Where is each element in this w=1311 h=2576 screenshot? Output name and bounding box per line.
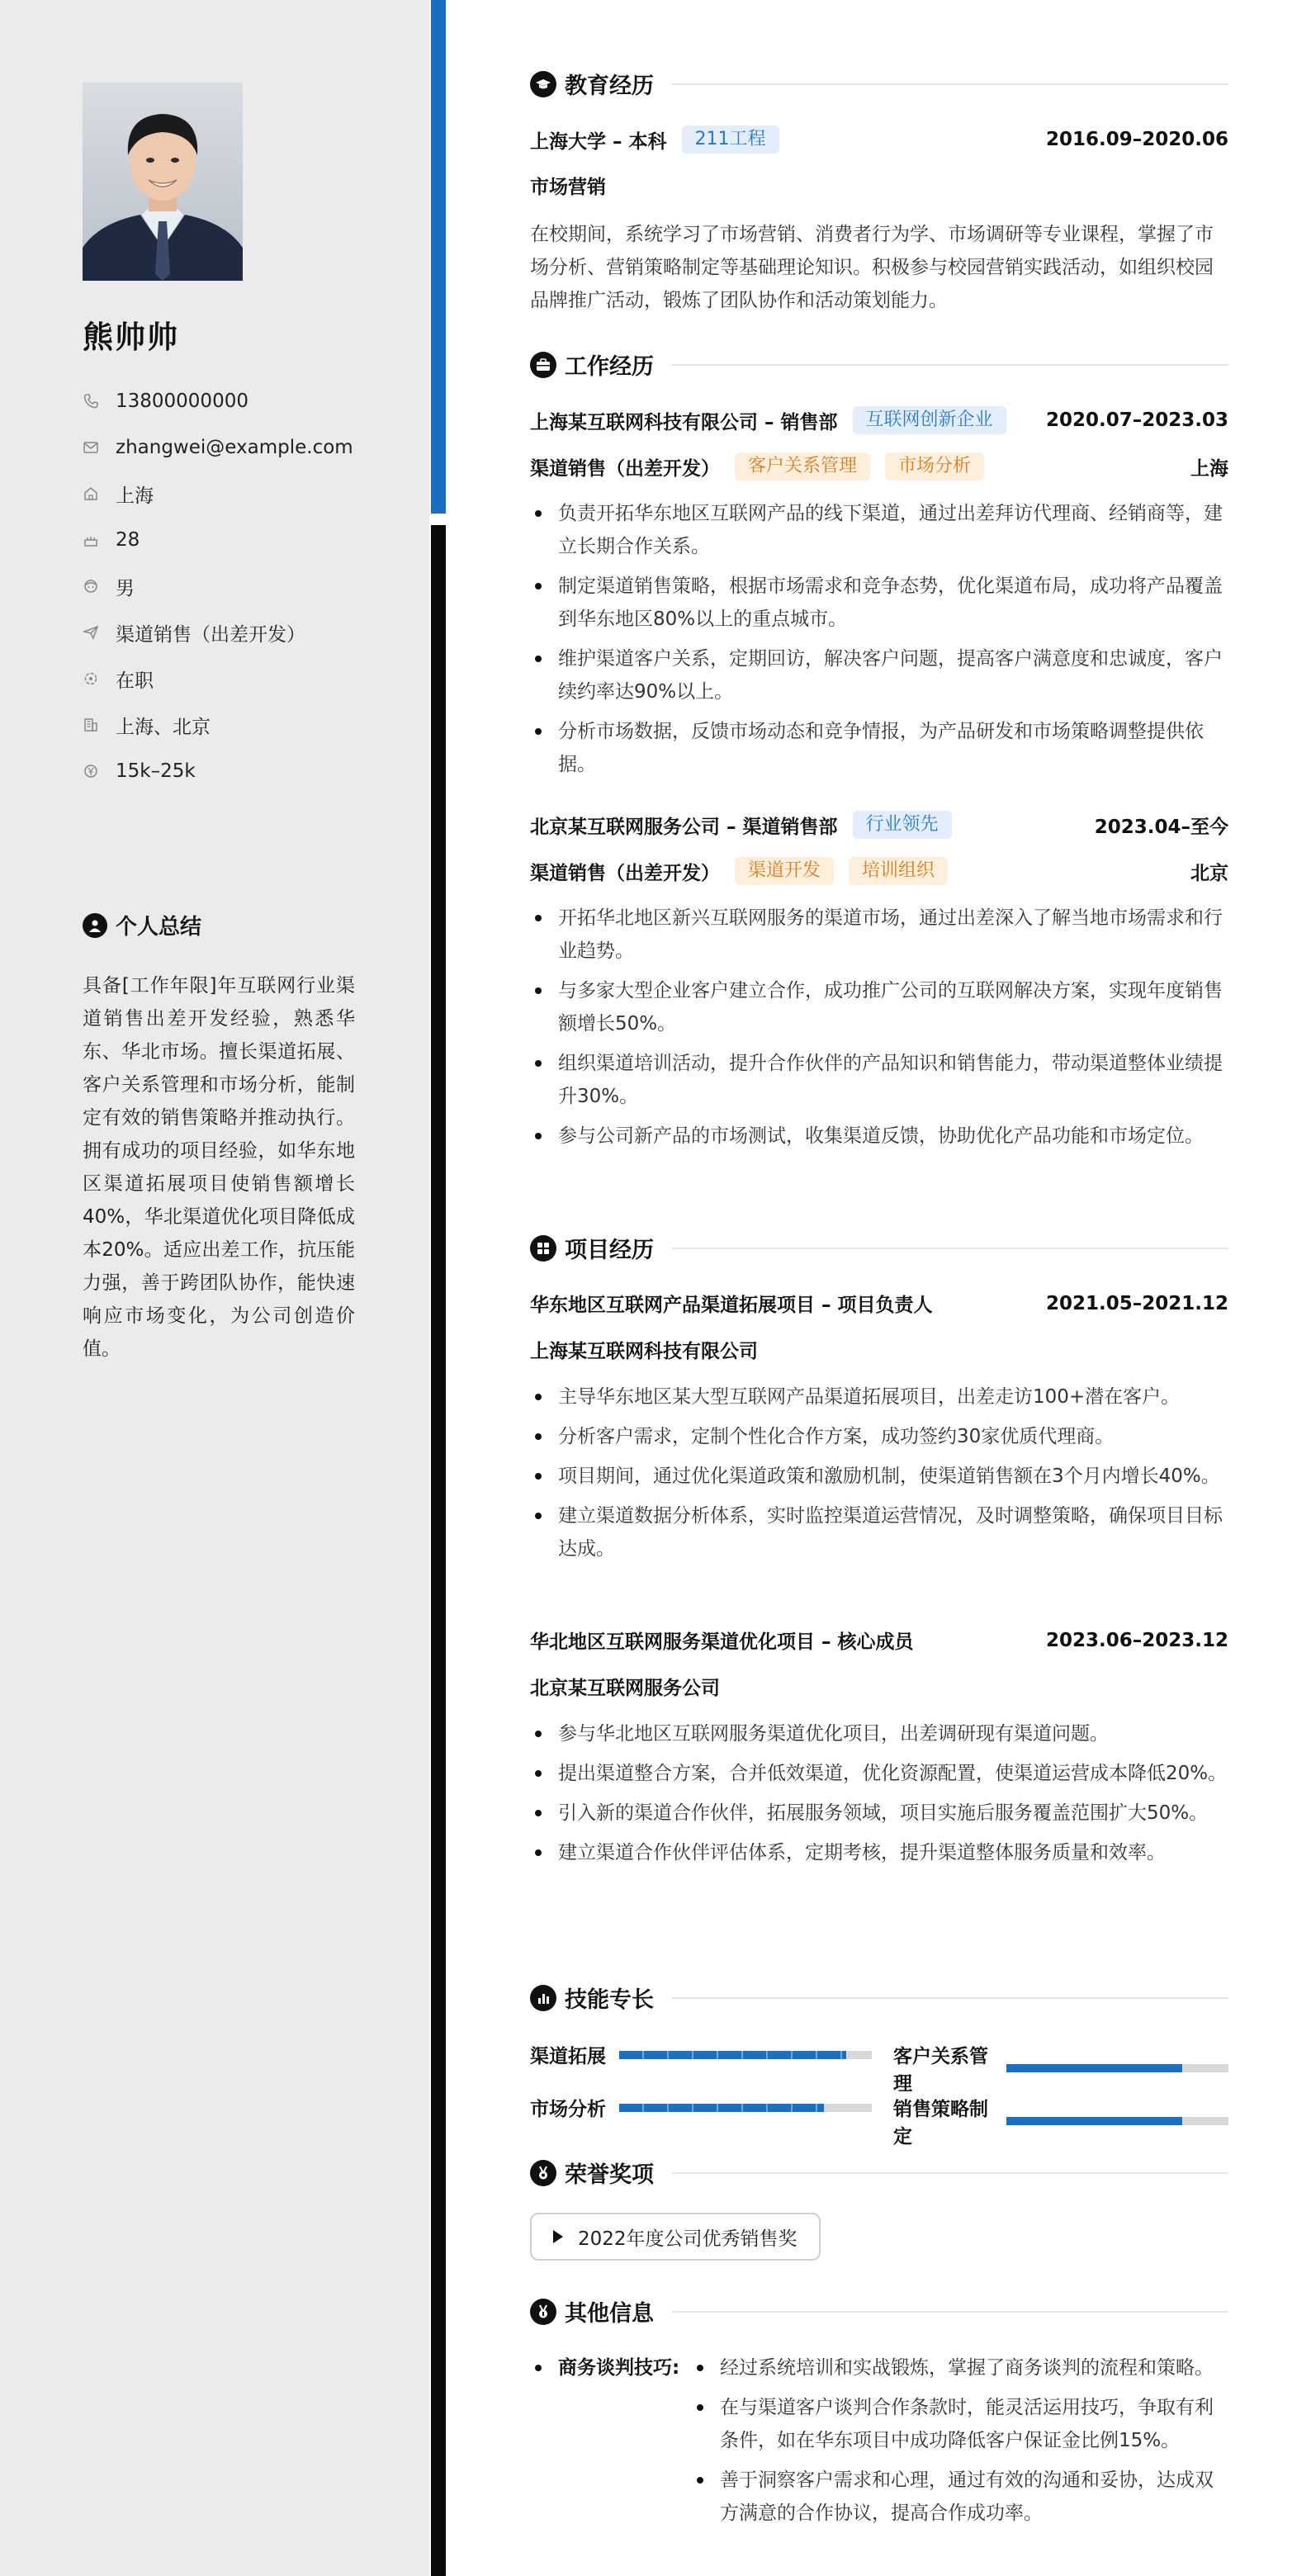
job-role: 渠道销售（出差开发）	[530, 457, 720, 480]
city-text: 上海	[116, 485, 154, 507]
sidebar	[0, 0, 429, 2576]
phone-icon	[83, 393, 99, 410]
skill-tag: 市场分析	[885, 452, 984, 481]
job-period: 2023.04–至今	[1094, 816, 1228, 838]
section-title: 其他信息	[565, 2301, 654, 2327]
section-title: 教育经历	[565, 73, 654, 99]
skill-level-bar	[619, 2051, 846, 2059]
graduation-cap-icon	[530, 71, 556, 97]
skill-track	[619, 2104, 872, 2112]
skill-item	[893, 2041, 1228, 2095]
job-role: 渠道销售（出差开发）	[530, 862, 720, 884]
list-item: 负责开拓华东地区互联网产品的线下渠道，通过出差拜访代理商、经销商等，建立长期合作关系。	[530, 497, 1228, 563]
education-description: 在校期间，系统学习了市场营销、消费者行为学、市场调研等专业课程，掌握了市场分析、营销策略制定等基础理论知识。积极参与校园营销实践活动，如组织校园品牌推广活动，锻炼了团队协作和活动策划能力。	[530, 224, 1214, 311]
summary-title: 个人总结	[116, 915, 202, 940]
section-title: 项目经历	[565, 1238, 654, 1263]
job-city: 北京	[1190, 862, 1228, 884]
job-period: 2020.07–2023.03	[1045, 410, 1228, 431]
play-triangle-icon	[553, 2230, 563, 2243]
list-item: 制定渠道销售策略，根据市场需求和竞争态势，优化渠道布局，成功将产品覆盖到华东地区80%以上的重点城市。	[530, 570, 1228, 636]
project-name: 华北地区互联网服务渠道优化项目 – 核心成员	[530, 1631, 914, 1653]
skill-level-bar	[1006, 2064, 1181, 2072]
home-icon	[83, 485, 99, 502]
avatar	[83, 83, 243, 281]
job-header	[530, 811, 1228, 839]
send-icon	[83, 624, 99, 641]
list-item: 开拓华北地区新兴互联网服务的渠道市场，通过出差深入了解当地市场需求和行业趋势。	[530, 902, 1228, 968]
major: 市场营销	[530, 177, 606, 198]
school-tag: 211工程	[682, 125, 779, 154]
job-role-row	[530, 452, 1228, 481]
job-city: 上海	[1190, 457, 1228, 480]
section-other-heading	[530, 2295, 1228, 2327]
info-gender	[83, 563, 396, 609]
building-icon	[83, 717, 99, 733]
phone-text: 13800000000	[116, 391, 248, 412]
skill-track	[619, 2051, 872, 2059]
age-icon	[83, 532, 99, 548]
info-email	[83, 424, 396, 471]
skill-level-bar	[619, 2104, 824, 2112]
bar-chart-icon	[530, 1985, 556, 2011]
project-org-row	[530, 1336, 1228, 1363]
project-org: 北京某互联网服务公司	[530, 1678, 720, 1699]
skill-track	[1006, 2064, 1228, 2072]
list-item: 项目期间，通过优化渠道政策和激励机制，使渠道销售额在3个月内增长40%。	[530, 1460, 1228, 1493]
list-item: 主导华东地区某大型互联网产品渠道拓展项目，出差走访100+潜在客户。	[530, 1380, 1228, 1413]
list-item: 与多家大型企业客户建立合作，成功推广公司的互联网解决方案，实现年度销售额增长50%。	[530, 974, 1228, 1040]
job-header	[530, 406, 1228, 434]
skill-tag: 渠道开发	[735, 857, 834, 885]
mail-icon	[83, 439, 99, 456]
other-label: 商务谈判技巧:	[530, 2351, 692, 2536]
project-header	[530, 1290, 1228, 1317]
list-item: 建立渠道数据分析体系，实时监控渠道运营情况，及时调整策略，确保项目目标达成。	[530, 1499, 1228, 1565]
section-title: 技能专长	[565, 1987, 654, 2013]
list-item: 善于洞察客户需求和心理，通过有效的沟通和妥协，达成双方满意的合作协议，提高合作成功率。	[692, 2464, 1228, 2530]
info-age	[83, 517, 396, 563]
summary-heading	[83, 910, 201, 940]
project-bullets	[530, 1717, 1228, 1876]
summary-text: 具备[工作年限]年互联网行业渠道销售出差开发经验，熟悉华东、华北市场。擅长渠道拓展、客户关系管理和市场分析，能制定有效的销售策略并推动执行。拥有成功的项目经验，如华东地区渠道拓展项目使销售额增长40%，华北渠道优化项目降低成本20%。适应出差工作，抗压能力强，善于跨团队协作，能快速响应市场变化，为公司创造价值。	[83, 975, 355, 1360]
list-item: 维护渠道客户关系，定期回访，解决客户问题，提高客户满意度和忠诚度，客户续约率达90%以上。	[530, 642, 1228, 708]
info-city	[83, 471, 396, 517]
list-item: 参与华北地区互联网服务渠道优化项目，出差调研现有渠道问题。	[530, 1717, 1228, 1750]
accent-bar	[431, 0, 446, 514]
job-role-row	[530, 857, 1228, 885]
school-name: 上海大学 – 本科	[530, 130, 667, 153]
skill-name: 渠道拓展	[530, 2046, 606, 2067]
section-title: 工作经历	[565, 354, 654, 380]
job-company: 北京某互联网服务公司 – 渠道销售部	[530, 816, 838, 838]
job-duties	[530, 497, 1228, 788]
project-period: 2021.05–2021.12	[1045, 1292, 1228, 1314]
education-header	[530, 125, 1228, 154]
section-rule	[672, 2311, 1228, 2313]
info-job-target	[83, 609, 396, 656]
skill-item	[530, 2094, 872, 2121]
list-item: 分析市场数据，反馈市场动态和竞争情报，为产品研发和市场策略调整提供依据。	[530, 715, 1228, 781]
section-rule	[672, 1997, 1228, 1999]
email-text: zhangwei@example.com	[116, 437, 353, 458]
skill-name: 市场分析	[530, 2099, 606, 2120]
project-name: 华东地区互联网产品渠道拓展项目 – 项目负责人	[530, 1295, 933, 1316]
skill-item	[530, 2041, 872, 2068]
candidate-name: 熊帅帅	[83, 320, 179, 355]
list-item: 经过系统培训和实战锻炼，掌握了商务谈判的流程和策略。	[692, 2351, 1228, 2384]
section-rule	[672, 83, 1228, 85]
other-bullets	[692, 2351, 1228, 2536]
briefcase-icon	[530, 352, 556, 378]
info-icon	[530, 2299, 556, 2325]
status-icon	[83, 670, 99, 687]
education-major-row	[530, 172, 1228, 199]
education-period: 2016.09–2020.06	[1045, 129, 1228, 150]
list-item: 引入新的渠道合作伙伴，拓展服务领域，项目实施后服务覆盖范围扩大50%。	[530, 1797, 1228, 1830]
avatar-portrait	[83, 83, 243, 281]
job-duties	[530, 902, 1228, 1159]
skill-tag: 客户关系管理	[735, 452, 870, 481]
company-tag: 行业领先	[853, 811, 952, 839]
project-bullets	[530, 1380, 1228, 1572]
skill-tag: 培训组织	[849, 857, 948, 885]
honor-item	[530, 2213, 821, 2261]
honor-text: 2022年度公司优秀销售奖	[578, 2228, 797, 2250]
skill-name: 销售策略制定	[893, 2099, 988, 2147]
medal-icon	[530, 2160, 556, 2186]
section-rule	[672, 1248, 1228, 1249]
skill-track	[1006, 2117, 1228, 2125]
project-period: 2023.06–2023.12	[1045, 1629, 1228, 1651]
section-skills-heading	[530, 1982, 1228, 2014]
list-item: 建立渠道合作伙伴评估体系，定期考核，提升渠道整体服务质量和效率。	[530, 1836, 1228, 1869]
salary-text: 15k–25k	[116, 760, 196, 782]
project-header	[530, 1627, 1228, 1654]
section-projects-heading	[530, 1232, 1228, 1264]
grid-icon	[530, 1235, 556, 1262]
contact-info	[83, 378, 396, 794]
job-target-text: 渠道销售（出差开发）	[116, 623, 305, 646]
target-cities-text: 上海、北京	[116, 716, 211, 738]
info-phone	[83, 378, 396, 424]
salary-icon	[83, 763, 99, 779]
section-work-heading	[530, 348, 1228, 381]
other-info	[530, 2351, 1228, 2536]
divider-bar	[431, 525, 446, 2576]
skill-item	[893, 2094, 1228, 2148]
age-text: 28	[116, 529, 140, 551]
section-rule	[672, 2172, 1228, 2174]
gender-text: 男	[116, 577, 135, 599]
skill-name: 客户关系管理	[893, 2046, 988, 2095]
list-item: 提出渠道整合方案，合并低效渠道，优化资源配置，使渠道运营成本降低20%。	[530, 1757, 1228, 1790]
list-item: 在与渠道客户谈判合作条款时，能灵活运用技巧，争取有利条件，如在华东项目中成功降低客户保证金比例15%。	[692, 2391, 1228, 2457]
info-target-cities	[83, 702, 396, 748]
section-honors-heading	[530, 2157, 1228, 2189]
list-item: 分析客户需求，定制个性化合作方案，成功签约30家优质代理商。	[530, 1420, 1228, 1453]
section-title: 荣誉奖项	[565, 2162, 654, 2188]
list-item: 参与公司新产品的市场测试，收集渠道反馈，协助优化产品功能和市场定位。	[530, 1120, 1228, 1153]
job-company: 上海某互联网科技有限公司 – 销售部	[530, 411, 838, 433]
section-education-heading	[530, 68, 1228, 100]
company-tag: 互联网创新企业	[853, 406, 1006, 434]
project-org-row	[530, 1673, 1228, 1700]
info-status	[83, 656, 396, 702]
project-org: 上海某互联网科技有限公司	[530, 1341, 758, 1362]
gender-icon	[83, 578, 99, 594]
skill-level-bar	[1006, 2117, 1181, 2125]
list-item: 组织渠道培训活动，提升合作伙伴的产品知识和销售能力，带动渠道整体业绩提升30%。	[530, 1047, 1228, 1113]
status-text: 在职	[116, 670, 154, 692]
info-salary	[83, 748, 396, 794]
user-icon	[83, 913, 107, 938]
section-rule	[672, 364, 1228, 366]
